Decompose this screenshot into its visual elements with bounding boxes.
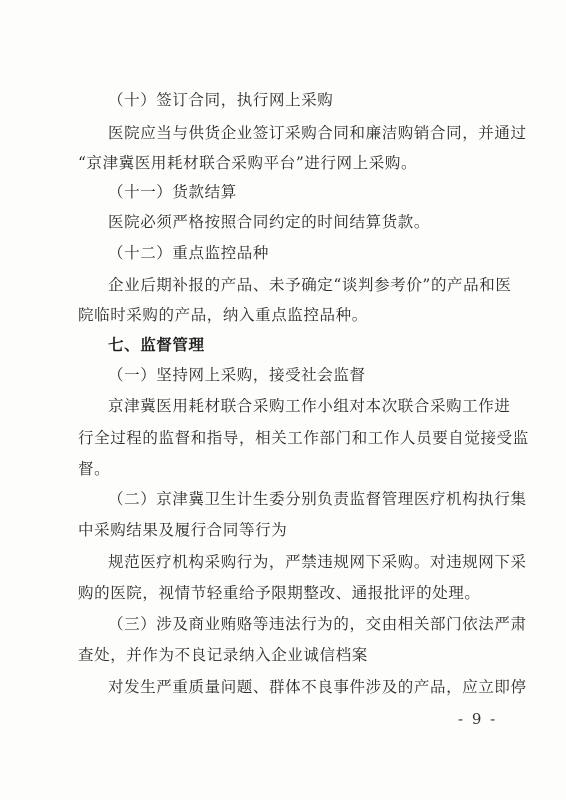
paragraph-line: 院临时采购的产品，纳入重点监控品种。 (78, 306, 368, 324)
subsection-heading-12: （十二）重点监控品种 (108, 244, 270, 262)
paragraph-line: 医院应当与供货企业签订采购合同和廉洁购销合同，并通过 (108, 124, 527, 142)
paragraph-line: 医院必须严格按照合同约定的时间结算货款。 (108, 213, 431, 231)
paragraph-line: 行全过程的监督和指导，相关工作部门和工作人员要自觉接受监 (78, 429, 529, 447)
subsection-heading-10: （十）签订合同，执行网上采购 (108, 91, 334, 109)
subsection-heading-3-cont: 查处，并作为不良记录纳入企业诚信档案 (78, 646, 368, 664)
paragraph-line: 京津冀医用耗材联合采购工作小组对本次联合采购工作进 (108, 397, 511, 415)
subsection-heading-3: （三）涉及商业贿赂等违法行为的，交由相关部门依法严肃 (108, 615, 527, 633)
subsection-heading-1: （一）坚持网上采购，接受社会监督 (108, 366, 366, 384)
paragraph-line: 规范医疗机构采购行为，严禁违规网下采购。对违规网下采 (108, 553, 527, 571)
section-heading-7: 七、监督管理 (108, 336, 205, 354)
subsection-heading-2-cont: 中采购结果及履行合同等行为 (78, 521, 288, 539)
paragraph-line: 企业后期补报的产品、未予确定“谈判参考价”的产品和医 (108, 276, 512, 294)
paragraph-line: 对发生严重质量问题、群体不良事件涉及的产品，应立即停 (108, 678, 527, 696)
paragraph-line: 督。 (78, 460, 111, 478)
page-number: - 9 - (458, 710, 498, 728)
paragraph-line: “京津冀医用耗材联合采购平台”进行网上采购。 (78, 154, 418, 172)
subsection-heading-11: （十一）货款结算 (108, 183, 237, 201)
paragraph-line: 购的医院，视情节轻重给予限期整改、通报批评的处理。 (78, 584, 481, 602)
subsection-heading-2: （二）京津冀卫生计生委分别负责监督管理医疗机构执行集 (108, 490, 527, 508)
